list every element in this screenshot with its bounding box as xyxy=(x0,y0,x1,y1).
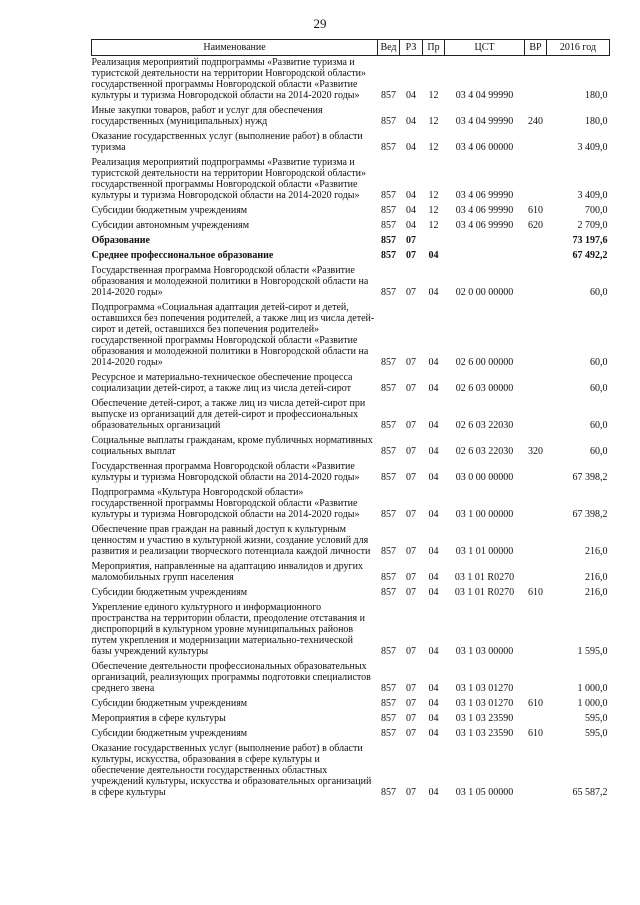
cell-ved: 857 xyxy=(381,287,396,298)
cell-sum: 216,0 xyxy=(585,546,608,557)
cell-ved: 857 xyxy=(381,446,396,457)
cell-sum: 60,0 xyxy=(590,357,608,368)
cell-cst: 02 0 00 00000 xyxy=(455,287,514,298)
cell-ved: 857 xyxy=(381,90,396,101)
cell-rz: 07 xyxy=(406,787,416,798)
cell-pr: 04 xyxy=(428,250,439,261)
cell-name: Обеспечение детей-сирот, а также лиц из числа детей-сирот при выпуске из организаций для детей-сирот и профессиональных образовательных организаций xyxy=(91,398,366,431)
cell-rz: 04 xyxy=(406,142,416,153)
cell-name: Оказание государственных услуг (выполнение работ) в области культуры, искусства, образования в сфере культуры и обеспечение деятельности государственных областных учреждений культуры, искусства и образовательных организаций в сфере культуры xyxy=(91,743,372,798)
cell-pr: 12 xyxy=(428,205,439,216)
table-row xyxy=(92,301,610,371)
cell-pr: 12 xyxy=(428,190,439,201)
cell-sum: 67 398,2 xyxy=(572,472,608,483)
cell-vr xyxy=(525,660,547,697)
header-pr: Пр xyxy=(423,40,445,56)
cell-cst: 03 1 03 01270 xyxy=(455,698,514,709)
cell-name: Реализация мероприятий подпрограммы «Развитие туризма и туристской деятельности на территории Новгородской области» государственной программы Новгородской области «Развитие культуры и туризма Новгородской области на 2014-2020 годы» xyxy=(91,57,366,101)
header-ved: Вед xyxy=(378,40,400,56)
cell-cst: 03 1 01 R0270 xyxy=(454,572,515,583)
cell-rz: 04 xyxy=(406,220,416,231)
cell-ved: 857 xyxy=(381,546,396,557)
cell-pr: 04 xyxy=(428,383,439,394)
cell-vr: 610 xyxy=(528,205,543,216)
cell-cst: 03 1 03 01270 xyxy=(455,683,514,694)
table-body xyxy=(92,56,610,802)
cell-cst: 03 1 03 23590 xyxy=(455,713,514,724)
cell-name: Подпрограмма «Социальная адаптация детей-сирот и детей, оставшихся без попечения родителей, а также лиц из числа детей-сирот и детей, оставшихся без попечения родителей» государственной программы Новгородской области «Развитие образования и молодежной политики в Новгородской области на 2014-2020 годы» xyxy=(91,302,375,368)
cell-cst: 03 0 00 00000 xyxy=(455,472,514,483)
header-year: 2016 год xyxy=(547,40,610,56)
table-row xyxy=(92,560,610,586)
cell-vr xyxy=(525,56,547,105)
cell-ved: 857 xyxy=(381,587,396,598)
cell-cst: 02 6 03 00000 xyxy=(455,383,514,394)
table-row xyxy=(92,264,610,301)
cell-vr xyxy=(525,712,547,727)
cell-rz: 07 xyxy=(406,472,416,483)
cell-vr xyxy=(525,130,547,156)
cell-name: Мероприятия, направленные на адаптацию инвалидов и других маломобильных групп населения xyxy=(91,561,363,583)
cell-cst: 03 1 03 23590 xyxy=(455,728,514,739)
table-row xyxy=(92,712,610,727)
table-row xyxy=(92,523,610,560)
cell-vr: 620 xyxy=(528,220,543,231)
cell-sum: 1 000,0 xyxy=(577,698,608,709)
cell-name: Субсидии бюджетным учреждениям xyxy=(91,698,248,709)
cell-name: Субсидии бюджетным учреждениям xyxy=(91,587,248,598)
header-name: Наименование xyxy=(92,40,378,56)
cell-sum: 65 587,2 xyxy=(572,787,608,798)
cell-sum: 216,0 xyxy=(585,587,608,598)
cell-sum: 700,0 xyxy=(585,205,608,216)
cell-name: Государственная программа Новгородской области «Развитие образования и молодежной политики в Новгородской области на 2014-2020 годы» xyxy=(91,265,369,298)
cell-name: Подпрограмма «Культура Новгородской области» государственной программы Новгородской области «Развитие культуры и туризма Новгородской области на 2014-2020 годы» xyxy=(91,487,360,520)
cell-ved: 857 xyxy=(381,698,396,709)
cell-rz: 07 xyxy=(406,587,416,598)
cell-cst: 03 4 06 99990 xyxy=(455,205,514,216)
cell-ved: 857 xyxy=(381,383,396,394)
cell-pr: 04 xyxy=(428,713,439,724)
cell-pr: 04 xyxy=(428,683,439,694)
cell-cst: 02 6 03 22030 xyxy=(455,420,514,431)
table-header-row xyxy=(92,40,610,56)
cell-cst: 02 6 00 00000 xyxy=(455,357,514,368)
cell-vr xyxy=(525,560,547,586)
header-rz: РЗ xyxy=(400,40,423,56)
table-row xyxy=(92,104,610,130)
cell-vr: 240 xyxy=(528,116,543,127)
cell-pr: 04 xyxy=(428,646,439,657)
cell-pr: 04 xyxy=(428,587,439,598)
cell-rz: 07 xyxy=(406,698,416,709)
cell-sum: 67 492,2 xyxy=(572,250,608,261)
cell-rz: 07 xyxy=(406,646,416,657)
cell-vr xyxy=(525,486,547,523)
cell-ved: 857 xyxy=(381,220,396,231)
cell-pr: 04 xyxy=(428,698,439,709)
cell-cst: 03 1 01 00000 xyxy=(455,546,514,557)
cell-name: Образование xyxy=(91,235,150,246)
cell-rz: 04 xyxy=(406,90,416,101)
cell-pr: 04 xyxy=(428,509,439,520)
cell-vr: 610 xyxy=(528,698,543,709)
table-row xyxy=(92,249,610,264)
cell-name: Обеспечение прав граждан на равный доступ к культурным ценностям и участию в культурной жизни, создание условий для развития и реализации творческого потенциала каждой личности xyxy=(91,524,371,557)
cell-sum: 1 595,0 xyxy=(577,646,608,657)
cell-vr xyxy=(525,601,547,660)
cell-name: Оказание государственных услуг (выполнение работ) в области туризма xyxy=(91,131,363,153)
table-row xyxy=(92,156,610,204)
cell-sum: 73 197,6 xyxy=(572,235,608,246)
cell-rz: 07 xyxy=(406,446,416,457)
cell-vr xyxy=(525,264,547,301)
budget-table xyxy=(91,39,610,801)
cell-pr: 12 xyxy=(428,220,439,231)
cell-sum: 216,0 xyxy=(585,572,608,583)
cell-cst: 03 4 04 99990 xyxy=(455,116,514,127)
cell-vr xyxy=(525,742,547,801)
cell-rz: 07 xyxy=(406,546,416,557)
cell-cst: 03 4 06 00000 xyxy=(455,142,514,153)
table-row xyxy=(92,397,610,434)
cell-name: Государственная программа Новгородской области «Развитие культуры и туризма Новгородской области на 2014-2020 годы» xyxy=(91,461,360,483)
cell-pr: 04 xyxy=(428,787,439,798)
cell-vr xyxy=(525,234,547,249)
cell-rz: 07 xyxy=(406,713,416,724)
table-row xyxy=(92,460,610,486)
cell-ved: 857 xyxy=(381,787,396,798)
table-row xyxy=(92,130,610,156)
cell-ved: 857 xyxy=(381,205,396,216)
cell-sum: 60,0 xyxy=(590,420,608,431)
cell-cst: 03 1 05 00000 xyxy=(455,787,514,798)
cell-sum: 180,0 xyxy=(585,90,608,101)
cell-ved: 857 xyxy=(381,357,396,368)
cell-cst: 03 4 04 99990 xyxy=(455,90,514,101)
cell-rz: 04 xyxy=(406,190,416,201)
cell-name: Укрепление единого культурного и информационного пространства на территории области, преодоление отставания и диспропорций в культурном уровне муниципальных районов путем укрепления и модернизации материально-технической базы учреждений культуры xyxy=(91,602,365,657)
cell-pr: 12 xyxy=(428,90,439,101)
cell-sum: 1 000,0 xyxy=(577,683,608,694)
cell-name: Среднее профессиональное образование xyxy=(91,250,274,261)
cell-rz: 07 xyxy=(406,572,416,583)
header-vr: ВР xyxy=(525,40,547,56)
table-row xyxy=(92,727,610,742)
cell-ved: 857 xyxy=(381,420,396,431)
cell-cst: 03 1 03 00000 xyxy=(455,646,514,657)
cell-vr xyxy=(525,301,547,371)
cell-pr: 04 xyxy=(428,728,439,739)
cell-rz: 07 xyxy=(406,683,416,694)
cell-pr: 04 xyxy=(428,446,439,457)
table-row xyxy=(92,486,610,523)
cell-vr: 320 xyxy=(528,446,543,457)
table-row xyxy=(92,219,610,234)
cell-pr: 04 xyxy=(428,472,439,483)
cell-cst: 02 6 03 22030 xyxy=(455,446,514,457)
cell-ved: 857 xyxy=(381,572,396,583)
cell-vr: 610 xyxy=(528,728,543,739)
cell-rz: 04 xyxy=(406,116,416,127)
table-row xyxy=(92,371,610,397)
header-cst: ЦСТ xyxy=(445,40,525,56)
cell-cst xyxy=(445,234,525,249)
cell-sum: 60,0 xyxy=(590,446,608,457)
cell-pr: 12 xyxy=(428,116,439,127)
cell-cst: 03 4 06 99990 xyxy=(455,220,514,231)
table-row xyxy=(92,234,610,249)
cell-cst: 03 4 06 99990 xyxy=(455,190,514,201)
cell-ved: 857 xyxy=(381,190,396,201)
cell-name: Субсидии автономным учреждениям xyxy=(91,220,250,231)
table-row xyxy=(92,204,610,219)
cell-ved: 857 xyxy=(381,509,396,520)
cell-pr xyxy=(423,234,445,249)
cell-vr xyxy=(525,397,547,434)
cell-pr: 04 xyxy=(428,287,439,298)
cell-ved: 857 xyxy=(381,472,396,483)
cell-sum: 3 409,0 xyxy=(577,190,608,201)
cell-rz: 07 xyxy=(406,357,416,368)
cell-vr xyxy=(525,371,547,397)
cell-ved: 857 xyxy=(381,683,396,694)
cell-name: Иные закупки товаров, работ и услуг для обеспечения государственных (муниципальных) нужд xyxy=(91,105,323,127)
cell-ved: 857 xyxy=(381,235,396,246)
table-row xyxy=(92,601,610,660)
table-row xyxy=(92,434,610,460)
page-number: 29 xyxy=(313,16,327,31)
cell-ved: 857 xyxy=(381,142,396,153)
cell-ved: 857 xyxy=(381,713,396,724)
cell-sum: 2 709,0 xyxy=(577,220,608,231)
cell-rz: 04 xyxy=(406,205,416,216)
cell-cst: 03 1 01 R0270 xyxy=(454,587,515,598)
table-row xyxy=(92,586,610,601)
cell-vr xyxy=(525,156,547,204)
cell-rz: 07 xyxy=(406,250,416,261)
cell-ved: 857 xyxy=(381,646,396,657)
cell-sum: 3 409,0 xyxy=(577,142,608,153)
table-row xyxy=(92,660,610,697)
cell-rz: 07 xyxy=(406,728,416,739)
cell-name: Обеспечение деятельности профессиональных образовательных организаций, реализующих программы подготовки специалистов среднего звена xyxy=(91,661,371,694)
cell-sum: 595,0 xyxy=(585,728,608,739)
cell-sum: 595,0 xyxy=(585,713,608,724)
cell-ved: 857 xyxy=(381,728,396,739)
cell-rz: 07 xyxy=(406,383,416,394)
cell-name: Социальные выплаты гражданам, кроме публичных нормативных социальных выплат xyxy=(91,435,373,457)
cell-rz: 07 xyxy=(406,235,416,246)
table-row xyxy=(92,697,610,712)
cell-name: Мероприятия в сфере культуры xyxy=(91,713,226,724)
cell-sum: 60,0 xyxy=(590,383,608,394)
cell-pr: 04 xyxy=(428,357,439,368)
cell-pr: 12 xyxy=(428,142,439,153)
cell-vr: 610 xyxy=(528,587,543,598)
cell-vr xyxy=(525,523,547,560)
cell-pr: 04 xyxy=(428,546,439,557)
cell-name: Субсидии бюджетным учреждениям xyxy=(91,728,248,739)
cell-cst xyxy=(445,249,525,264)
cell-name: Субсидии бюджетным учреждениям xyxy=(91,205,248,216)
cell-rz: 07 xyxy=(406,509,416,520)
cell-sum: 180,0 xyxy=(585,116,608,127)
cell-sum: 67 398,2 xyxy=(572,509,608,520)
cell-ved: 857 xyxy=(381,250,396,261)
cell-vr xyxy=(525,460,547,486)
cell-name: Ресурсное и материально-техническое обеспечение процесса социализации детей-сирот, а также лиц из числа детей-сирот xyxy=(91,372,353,394)
cell-rz: 07 xyxy=(406,420,416,431)
cell-rz: 07 xyxy=(406,287,416,298)
cell-pr: 04 xyxy=(428,420,439,431)
cell-pr: 04 xyxy=(428,572,439,583)
cell-name: Реализация мероприятий подпрограммы «Развитие туризма и туристской деятельности на территории Новгородской области» государственной программы Новгородской области «Развитие культуры и туризма Новгородской области на 2014-2020 годы» xyxy=(91,157,366,201)
cell-cst: 03 1 00 00000 xyxy=(455,509,514,520)
cell-sum: 60,0 xyxy=(590,287,608,298)
table-row xyxy=(92,742,610,801)
table-row xyxy=(92,56,610,105)
cell-ved: 857 xyxy=(381,116,396,127)
cell-vr xyxy=(525,249,547,264)
